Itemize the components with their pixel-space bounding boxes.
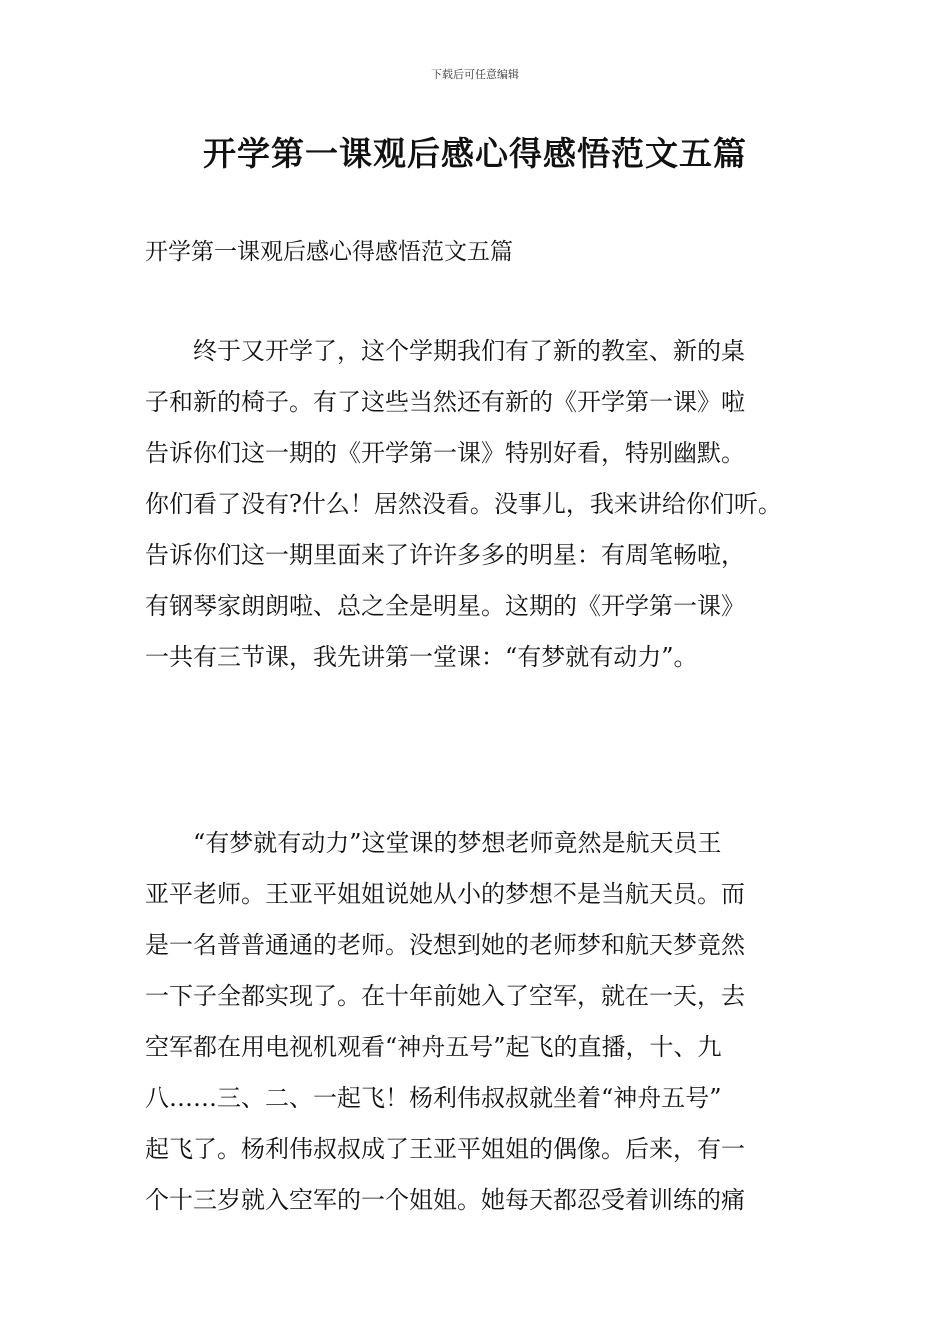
paragraph-line: 个十三岁就入空军的一个姐姐。她每天都忍受着训练的痛 (145, 1186, 745, 1214)
paragraph-line: 终于又开学了，这个学期我们有了新的教室、新的桌 (145, 337, 745, 365)
paragraph-line: 告诉你们这一期的《开学第一课》特别好看，特别幽默。 (145, 439, 745, 467)
document-title: 开学第一课观后感心得感悟范文五篇 (203, 134, 747, 173)
paragraph-2 (145, 828, 825, 1236)
paragraph-line: 起飞了。杨利伟叔叔成了王亚平姐姐的偶像。后来，有一 (145, 1135, 745, 1163)
paragraph-line: 子和新的椅子。有了这些当然还有新的《开学第一课》啦 (145, 388, 745, 416)
paragraph-line: “有梦就有动力”这堂课的梦想老师竟然是航天员王 (145, 829, 722, 857)
paragraph-line: 告诉你们这一期里面来了许许多多的明星：有周笔畅啦， (145, 541, 745, 569)
paragraph-line: 一共有三节课，我先讲第一堂课：“有梦就有动力”。 (145, 643, 698, 671)
paragraph-line: 有钢琴家朗朗啦、总之全是明星。这期的《开学第一课》 (145, 592, 745, 620)
paragraph-line: 一下子全都实现了。在十年前她入了空军，就在一天，去 (145, 982, 745, 1010)
paragraph-line: 空军都在用电视机观看“神舟五号”起飞的直播，十、九 (145, 1033, 722, 1061)
paragraph-1 (145, 336, 825, 693)
document-subtitle: 开学第一课观后感心得感悟范文五篇 (145, 239, 513, 265)
paragraph-line: 是一名普普通通的老师。没想到她的老师梦和航天梦竟然 (145, 931, 745, 959)
paragraph-line: 八……三、二、一起飞！杨利伟叔叔就坐着“神舟五号” (145, 1084, 722, 1112)
paragraph-line: 亚平老师。王亚平姐姐说她从小的梦想不是当航天员。而 (145, 880, 745, 908)
page-header-note: 下载后可任意编辑 (431, 68, 519, 81)
paragraph-line: 你们看了没有?什么！居然没看。没事儿，我来讲给你们听。 (145, 490, 782, 518)
